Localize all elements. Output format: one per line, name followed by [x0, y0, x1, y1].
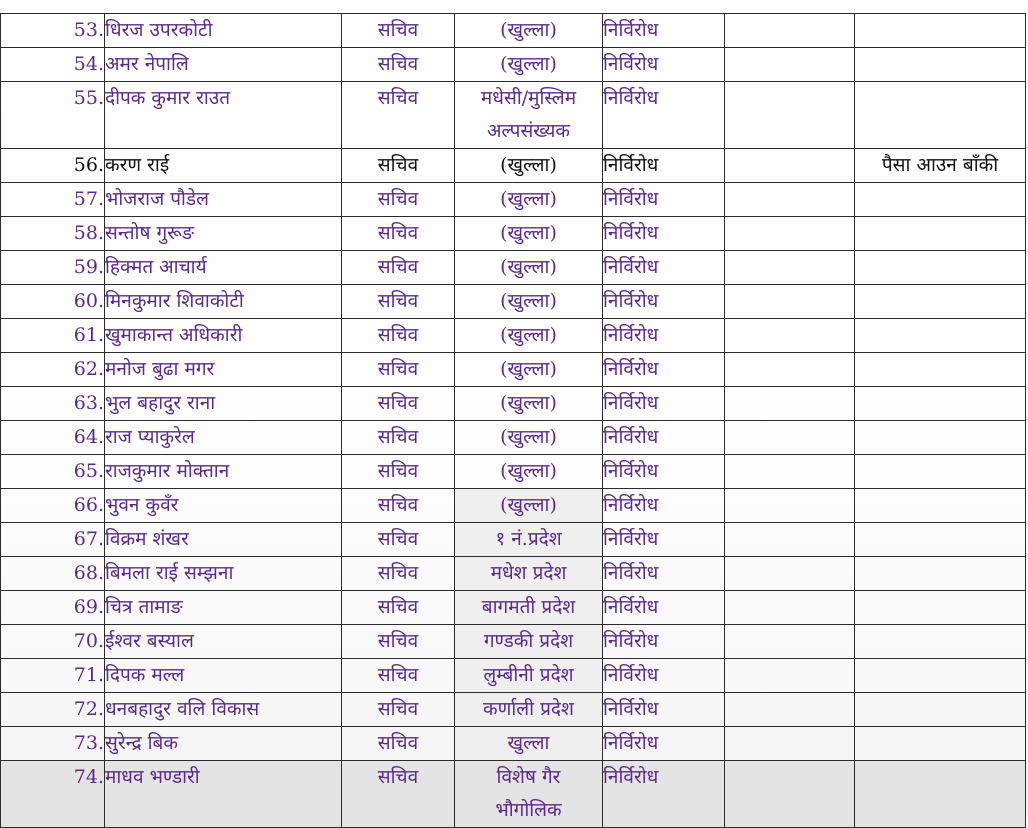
post-cell: सचिव: [342, 625, 455, 659]
empty-cell: [725, 387, 855, 421]
result-cell: निर्विरोध: [603, 183, 725, 217]
category-line: (खुल्ला): [500, 392, 557, 414]
empty-cell: [725, 319, 855, 353]
result-cell: निर्विरोध: [603, 251, 725, 285]
empty-cell: [725, 421, 855, 455]
category-line: (खुल्ला): [500, 324, 557, 346]
remark-cell: [855, 761, 1026, 828]
result-cell: निर्विरोध: [603, 489, 725, 523]
candidate-name-cell: ईश्वर बस्याल: [105, 625, 342, 659]
candidate-name-cell: धिरज उपरकोटी: [105, 14, 342, 48]
category-line: (खुल्ला): [500, 290, 557, 312]
category-cell: [455, 625, 603, 659]
remark-cell: [855, 183, 1026, 217]
serial-number-cell: 72.: [1, 693, 105, 727]
table-row: [1, 251, 1026, 285]
candidate-name-cell: बिमला राई सम्झना: [105, 557, 342, 591]
empty-cell: [725, 251, 855, 285]
empty-cell: [725, 82, 855, 149]
category-cell: [455, 183, 603, 217]
result-cell: निर्विरोध: [603, 82, 725, 149]
category-cell: [455, 693, 603, 727]
category-cell: [455, 251, 603, 285]
empty-cell: [725, 557, 855, 591]
category-cell: [455, 591, 603, 625]
post-cell: सचिव: [342, 285, 455, 319]
candidate-name-cell: माधव भण्डारी: [105, 761, 342, 828]
serial-number-cell: 64.: [1, 421, 105, 455]
category-line: विशेष गैर: [496, 766, 561, 788]
candidate-name-cell: भुल बहादुर राना: [105, 387, 342, 421]
empty-cell: [725, 217, 855, 251]
result-cell: निर्विरोध: [603, 693, 725, 727]
category-cell: [455, 82, 603, 149]
candidate-name-cell: धनबहादुर वलि विकास: [105, 693, 342, 727]
table-row: [1, 82, 1026, 149]
table-row: [1, 591, 1026, 625]
serial-number-cell: 71.: [1, 659, 105, 693]
category-line: मधेसी/मुस्लिम: [480, 87, 577, 109]
post-cell: सचिव: [342, 523, 455, 557]
post-cell: सचिव: [342, 251, 455, 285]
category-cell: [455, 659, 603, 693]
table-row: [1, 285, 1026, 319]
category-line: अल्पसंख्यक: [486, 120, 571, 142]
empty-cell: [725, 761, 855, 828]
serial-number-cell: 70.: [1, 625, 105, 659]
category-line: (खुल्ला): [500, 494, 557, 516]
post-cell: सचिव: [342, 319, 455, 353]
category-line: (खुल्ला): [500, 53, 557, 75]
table-body: [1, 14, 1026, 828]
candidate-name-cell: खुमाकान्त अधिकारी: [105, 319, 342, 353]
empty-cell: [725, 149, 855, 183]
remark-cell: [855, 455, 1026, 489]
empty-cell: [725, 353, 855, 387]
result-cell: निर्विरोध: [603, 285, 725, 319]
category-cell: [455, 353, 603, 387]
result-cell: निर्विरोध: [603, 625, 725, 659]
category-cell: [455, 421, 603, 455]
category-cell: [455, 217, 603, 251]
post-cell: सचिव: [342, 14, 455, 48]
serial-number-cell: 59.: [1, 251, 105, 285]
post-cell: सचिव: [342, 489, 455, 523]
category-cell: [455, 761, 603, 828]
empty-cell: [725, 14, 855, 48]
category-line: मधेश प्रदेश: [490, 562, 567, 584]
post-cell: सचिव: [342, 727, 455, 761]
empty-cell: [725, 659, 855, 693]
post-cell: सचिव: [342, 48, 455, 82]
remark-cell: [855, 353, 1026, 387]
category-line: १ नं.प्रदेश: [495, 528, 562, 550]
post-cell: सचिव: [342, 82, 455, 149]
result-cell: निर्विरोध: [603, 727, 725, 761]
candidate-name-cell: भुवन कुवँर: [105, 489, 342, 523]
post-cell: सचिव: [342, 557, 455, 591]
category-cell: [455, 387, 603, 421]
category-cell: [455, 523, 603, 557]
result-cell: निर्विरोध: [603, 14, 725, 48]
category-cell: [455, 149, 603, 183]
remark-cell: [855, 217, 1026, 251]
category-cell: [455, 48, 603, 82]
candidate-name-cell: हिक्मत आचार्य: [105, 251, 342, 285]
candidate-name-cell: विक्रम शंखर: [105, 523, 342, 557]
table-row: [1, 523, 1026, 557]
category-line: (खुल्ला): [500, 358, 557, 380]
result-cell: निर्विरोध: [603, 421, 725, 455]
empty-cell: [725, 48, 855, 82]
post-cell: सचिव: [342, 693, 455, 727]
candidate-name-cell: चित्र तामाङ: [105, 591, 342, 625]
result-cell: निर्विरोध: [603, 591, 725, 625]
empty-cell: [725, 455, 855, 489]
table-row: [1, 761, 1026, 828]
serial-number-cell: 61.: [1, 319, 105, 353]
empty-cell: [725, 523, 855, 557]
candidate-name-cell: दीपक कुमार राउत: [105, 82, 342, 149]
candidate-name-cell: दिपक मल्ल: [105, 659, 342, 693]
category-cell: [455, 557, 603, 591]
post-cell: सचिव: [342, 353, 455, 387]
serial-number-cell: 73.: [1, 727, 105, 761]
post-cell: सचिव: [342, 659, 455, 693]
candidate-results-table: [0, 13, 1026, 828]
post-cell: सचिव: [342, 455, 455, 489]
serial-number-cell: 53.: [1, 14, 105, 48]
remark-cell: [855, 523, 1026, 557]
candidate-name-cell: राज प्याकुरेल: [105, 421, 342, 455]
result-cell: निर्विरोध: [603, 659, 725, 693]
serial-number-cell: 74.: [1, 761, 105, 828]
table-row: [1, 183, 1026, 217]
post-cell: सचिव: [342, 761, 455, 828]
candidate-name-cell: भोजराज पौडेल: [105, 183, 342, 217]
category-line: (खुल्ला): [500, 460, 557, 482]
category-line: (खुल्ला): [500, 154, 557, 176]
category-line: (खुल्ला): [500, 188, 557, 210]
candidate-name-cell: मनोज बुढा मगर: [105, 353, 342, 387]
serial-number-cell: 65.: [1, 455, 105, 489]
remark-cell: [855, 625, 1026, 659]
category-cell: [455, 455, 603, 489]
category-line: गण्डकी प्रदेश: [483, 630, 574, 652]
category-cell: [455, 727, 603, 761]
result-cell: निर्विरोध: [603, 523, 725, 557]
result-cell: निर्विरोध: [603, 319, 725, 353]
table-row: [1, 693, 1026, 727]
serial-number-cell: 62.: [1, 353, 105, 387]
serial-number-cell: 69.: [1, 591, 105, 625]
remark-cell: [855, 251, 1026, 285]
category-cell: [455, 14, 603, 48]
remark-cell: [855, 82, 1026, 149]
category-line: (खुल्ला): [500, 256, 557, 278]
table-row: [1, 421, 1026, 455]
table-row: [1, 489, 1026, 523]
result-cell: निर्विरोध: [603, 761, 725, 828]
remark-cell: [855, 319, 1026, 353]
table-row: [1, 149, 1026, 183]
remark-cell: [855, 14, 1026, 48]
remark-cell: [855, 387, 1026, 421]
table-row: [1, 14, 1026, 48]
remark-cell: [855, 285, 1026, 319]
post-cell: सचिव: [342, 421, 455, 455]
category-line: बागमती प्रदेश: [481, 596, 576, 618]
remark-cell: [855, 421, 1026, 455]
category-cell: [455, 489, 603, 523]
category-line: (खुल्ला): [500, 19, 557, 41]
result-cell: निर्विरोध: [603, 387, 725, 421]
empty-cell: [725, 591, 855, 625]
post-cell: सचिव: [342, 217, 455, 251]
serial-number-cell: 54.: [1, 48, 105, 82]
category-line: कर्णाली प्रदेश: [483, 698, 574, 720]
empty-cell: [725, 489, 855, 523]
candidate-name-cell: अमर नेपालि: [105, 48, 342, 82]
remark-cell: [855, 693, 1026, 727]
remark-cell: [855, 659, 1026, 693]
serial-number-cell: 66.: [1, 489, 105, 523]
empty-cell: [725, 693, 855, 727]
post-cell: सचिव: [342, 591, 455, 625]
result-cell: निर्विरोध: [603, 217, 725, 251]
candidate-name-cell: मिनकुमार शिवाकोटी: [105, 285, 342, 319]
serial-number-cell: 56.: [1, 149, 105, 183]
candidate-name-cell: सन्तोष गुरूङ: [105, 217, 342, 251]
post-cell: सचिव: [342, 183, 455, 217]
table-row: [1, 387, 1026, 421]
table-row: [1, 557, 1026, 591]
result-cell: निर्विरोध: [603, 48, 725, 82]
serial-number-cell: 67.: [1, 523, 105, 557]
empty-cell: [725, 625, 855, 659]
table-row: [1, 353, 1026, 387]
category-line: (खुल्ला): [500, 426, 557, 448]
table-row: [1, 319, 1026, 353]
category-cell: [455, 319, 603, 353]
category-cell: [455, 285, 603, 319]
empty-cell: [725, 727, 855, 761]
post-cell: सचिव: [342, 387, 455, 421]
table-row: [1, 727, 1026, 761]
table-row: [1, 625, 1026, 659]
category-line: खुल्ला: [507, 732, 550, 754]
serial-number-cell: 58.: [1, 217, 105, 251]
candidate-name-cell: करण राई: [105, 149, 342, 183]
result-cell: निर्विरोध: [603, 455, 725, 489]
table-row: [1, 659, 1026, 693]
serial-number-cell: 68.: [1, 557, 105, 591]
serial-number-cell: 60.: [1, 285, 105, 319]
category-line: (खुल्ला): [500, 222, 557, 244]
candidate-name-cell: सुरेन्द्र बिक: [105, 727, 342, 761]
category-line: भौगोलिक: [495, 799, 562, 821]
result-cell: निर्विरोध: [603, 149, 725, 183]
remark-cell: [855, 48, 1026, 82]
candidate-name-cell: राजकुमार मोक्तान: [105, 455, 342, 489]
remark-cell: [855, 727, 1026, 761]
remark-cell: पैसा आउन बाँकी: [855, 149, 1026, 183]
empty-cell: [725, 183, 855, 217]
serial-number-cell: 57.: [1, 183, 105, 217]
result-cell: निर्विरोध: [603, 353, 725, 387]
remark-cell: [855, 557, 1026, 591]
result-cell: निर्विरोध: [603, 557, 725, 591]
serial-number-cell: 55.: [1, 82, 105, 149]
table-row: [1, 217, 1026, 251]
serial-number-cell: 63.: [1, 387, 105, 421]
table-row: [1, 48, 1026, 82]
post-cell: सचिव: [342, 149, 455, 183]
table-row: [1, 455, 1026, 489]
category-line: लुम्बीनी प्रदेश: [483, 664, 574, 686]
remark-cell: [855, 489, 1026, 523]
empty-cell: [725, 285, 855, 319]
remark-cell: [855, 591, 1026, 625]
